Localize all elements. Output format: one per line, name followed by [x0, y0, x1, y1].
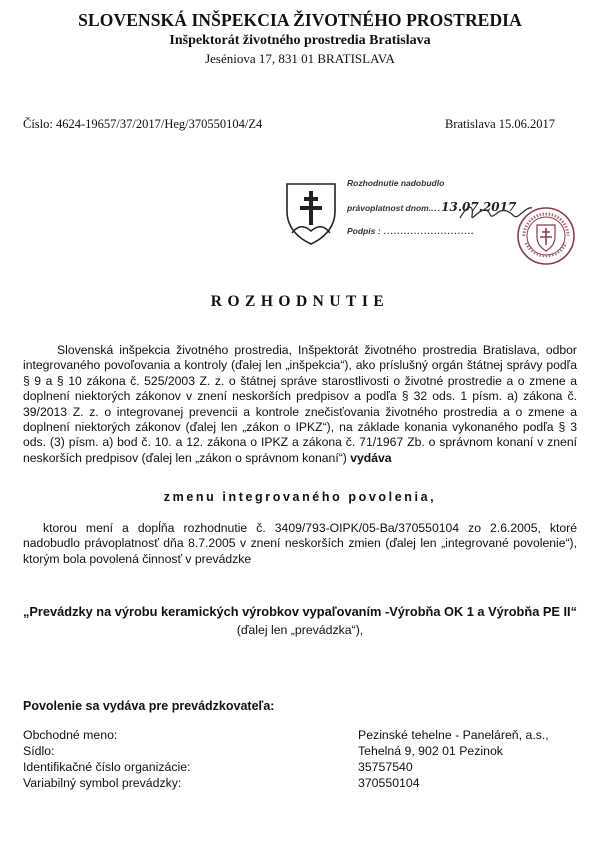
- intro-text: Slovenská inšpekcia životného prostredia, Inšpektorát životného prostredia Bratislava, odbor integrovaného povoľovania a kontroly (ďalej len „inšpekcia“), ako príslušný orgán štátnej správy podľa § 9 a § 10 zákona č. 525/2003 Z. z. o štátnej správe starostlivosti o životné prostredie a o zmene a doplnení niektorých zákonov v znení neskorších predpisov a podľa § 32 ods. 1 písm. a) zákona č. 39/2013 Z. z. o integrovanej prevencii a kontrole znečisťovania životného prostredia a o zmene a doplnení niektorých zákonov (ďalej len „zákon o IPKZ“), na základe konania vykonaného podľa § 3 ods. (3) písm. a) bod č. 10. a 12. zákona o IPKZ a zákona č. 71/1967 Zb. o správnom konaní v znení neskorších predpisov (ďalej len „zákon o správnom konaní“): [23, 343, 577, 465]
- intro-verb: vydáva: [350, 450, 392, 465]
- operator-label: Identifikačné číslo organizácie:: [23, 760, 191, 774]
- authority-address: Jeséniova 17, 831 01 BRATISLAVA: [205, 51, 395, 66]
- document-title: ROZHODNUTIE: [210, 293, 390, 310]
- reference-number: Číslo: 4624-19657/37/2017/Heg/370550104/Z4: [23, 117, 263, 131]
- stamp-line-3: Podpis : ...........................: [347, 226, 475, 236]
- stamp-line-2: právoplatnost dnom....13.07.2017: [347, 200, 517, 214]
- official-seal-icon: [515, 205, 577, 267]
- operator-row: [23, 776, 583, 792]
- operation-alias: (ďalej len „prevádzka“),: [236, 623, 364, 637]
- operator-label: Sídlo:: [23, 744, 55, 758]
- handwritten-date: 13.07.2017: [441, 200, 517, 214]
- operator-row: [23, 744, 583, 760]
- operator-row: [23, 760, 583, 776]
- stamp-line-1: Rozhodnutie nadobudlo: [347, 178, 445, 188]
- stamp-line-3-label: Podpis :: [347, 226, 381, 236]
- authority-name: SLOVENSKÁ INŠPEKCIA ŽIVOTNÉHO PROSTREDIA: [78, 10, 522, 30]
- operator-value: 35757540: [358, 760, 413, 774]
- operator-label: Variabilný symbol prevádzky:: [23, 776, 182, 790]
- operation-name: „Prevádzky na výrobu keramických výrobkov vypaľovaním -Výrobňa OK 1 a Výrobňa PE II“: [23, 604, 577, 619]
- inspectorate-name: Inšpektorát životného prostredia Bratislava: [169, 33, 431, 48]
- permit-heading: Povolenie sa vydáva pre prevádzkovateľa:: [23, 699, 275, 713]
- operator-label: Obchodné meno:: [23, 728, 118, 742]
- operator-value: Pezinské tehelne - Paneláreň, a.s.,: [358, 728, 549, 742]
- operator-value: Tehelná 9, 902 01 Pezinok: [358, 744, 503, 758]
- coat-of-arms-icon: [284, 181, 338, 247]
- amendment-paragraph: ktorou mení a dopĺňa rozhodnutie č. 3409/793-OIPK/05-Ba/370550104 zo 2.6.2005, ktoré nadobudlo právoplatnosť dňa 8.7.2005 v znení neskorších zmien (ďalej len „integrované povolenie“), ktorým bola povolená činnosť v prevádzke: [23, 521, 577, 566]
- operator-row: [23, 728, 583, 744]
- stamp-line-2-label: právoplatnost dnom.: [347, 203, 432, 213]
- intro-paragraph: [23, 343, 577, 466]
- operator-value: 370550104: [358, 776, 420, 790]
- decision-subject: zmenu integrovaného povolenia,: [163, 490, 437, 504]
- issue-place-date: Bratislava 15.06.2017: [445, 117, 556, 131]
